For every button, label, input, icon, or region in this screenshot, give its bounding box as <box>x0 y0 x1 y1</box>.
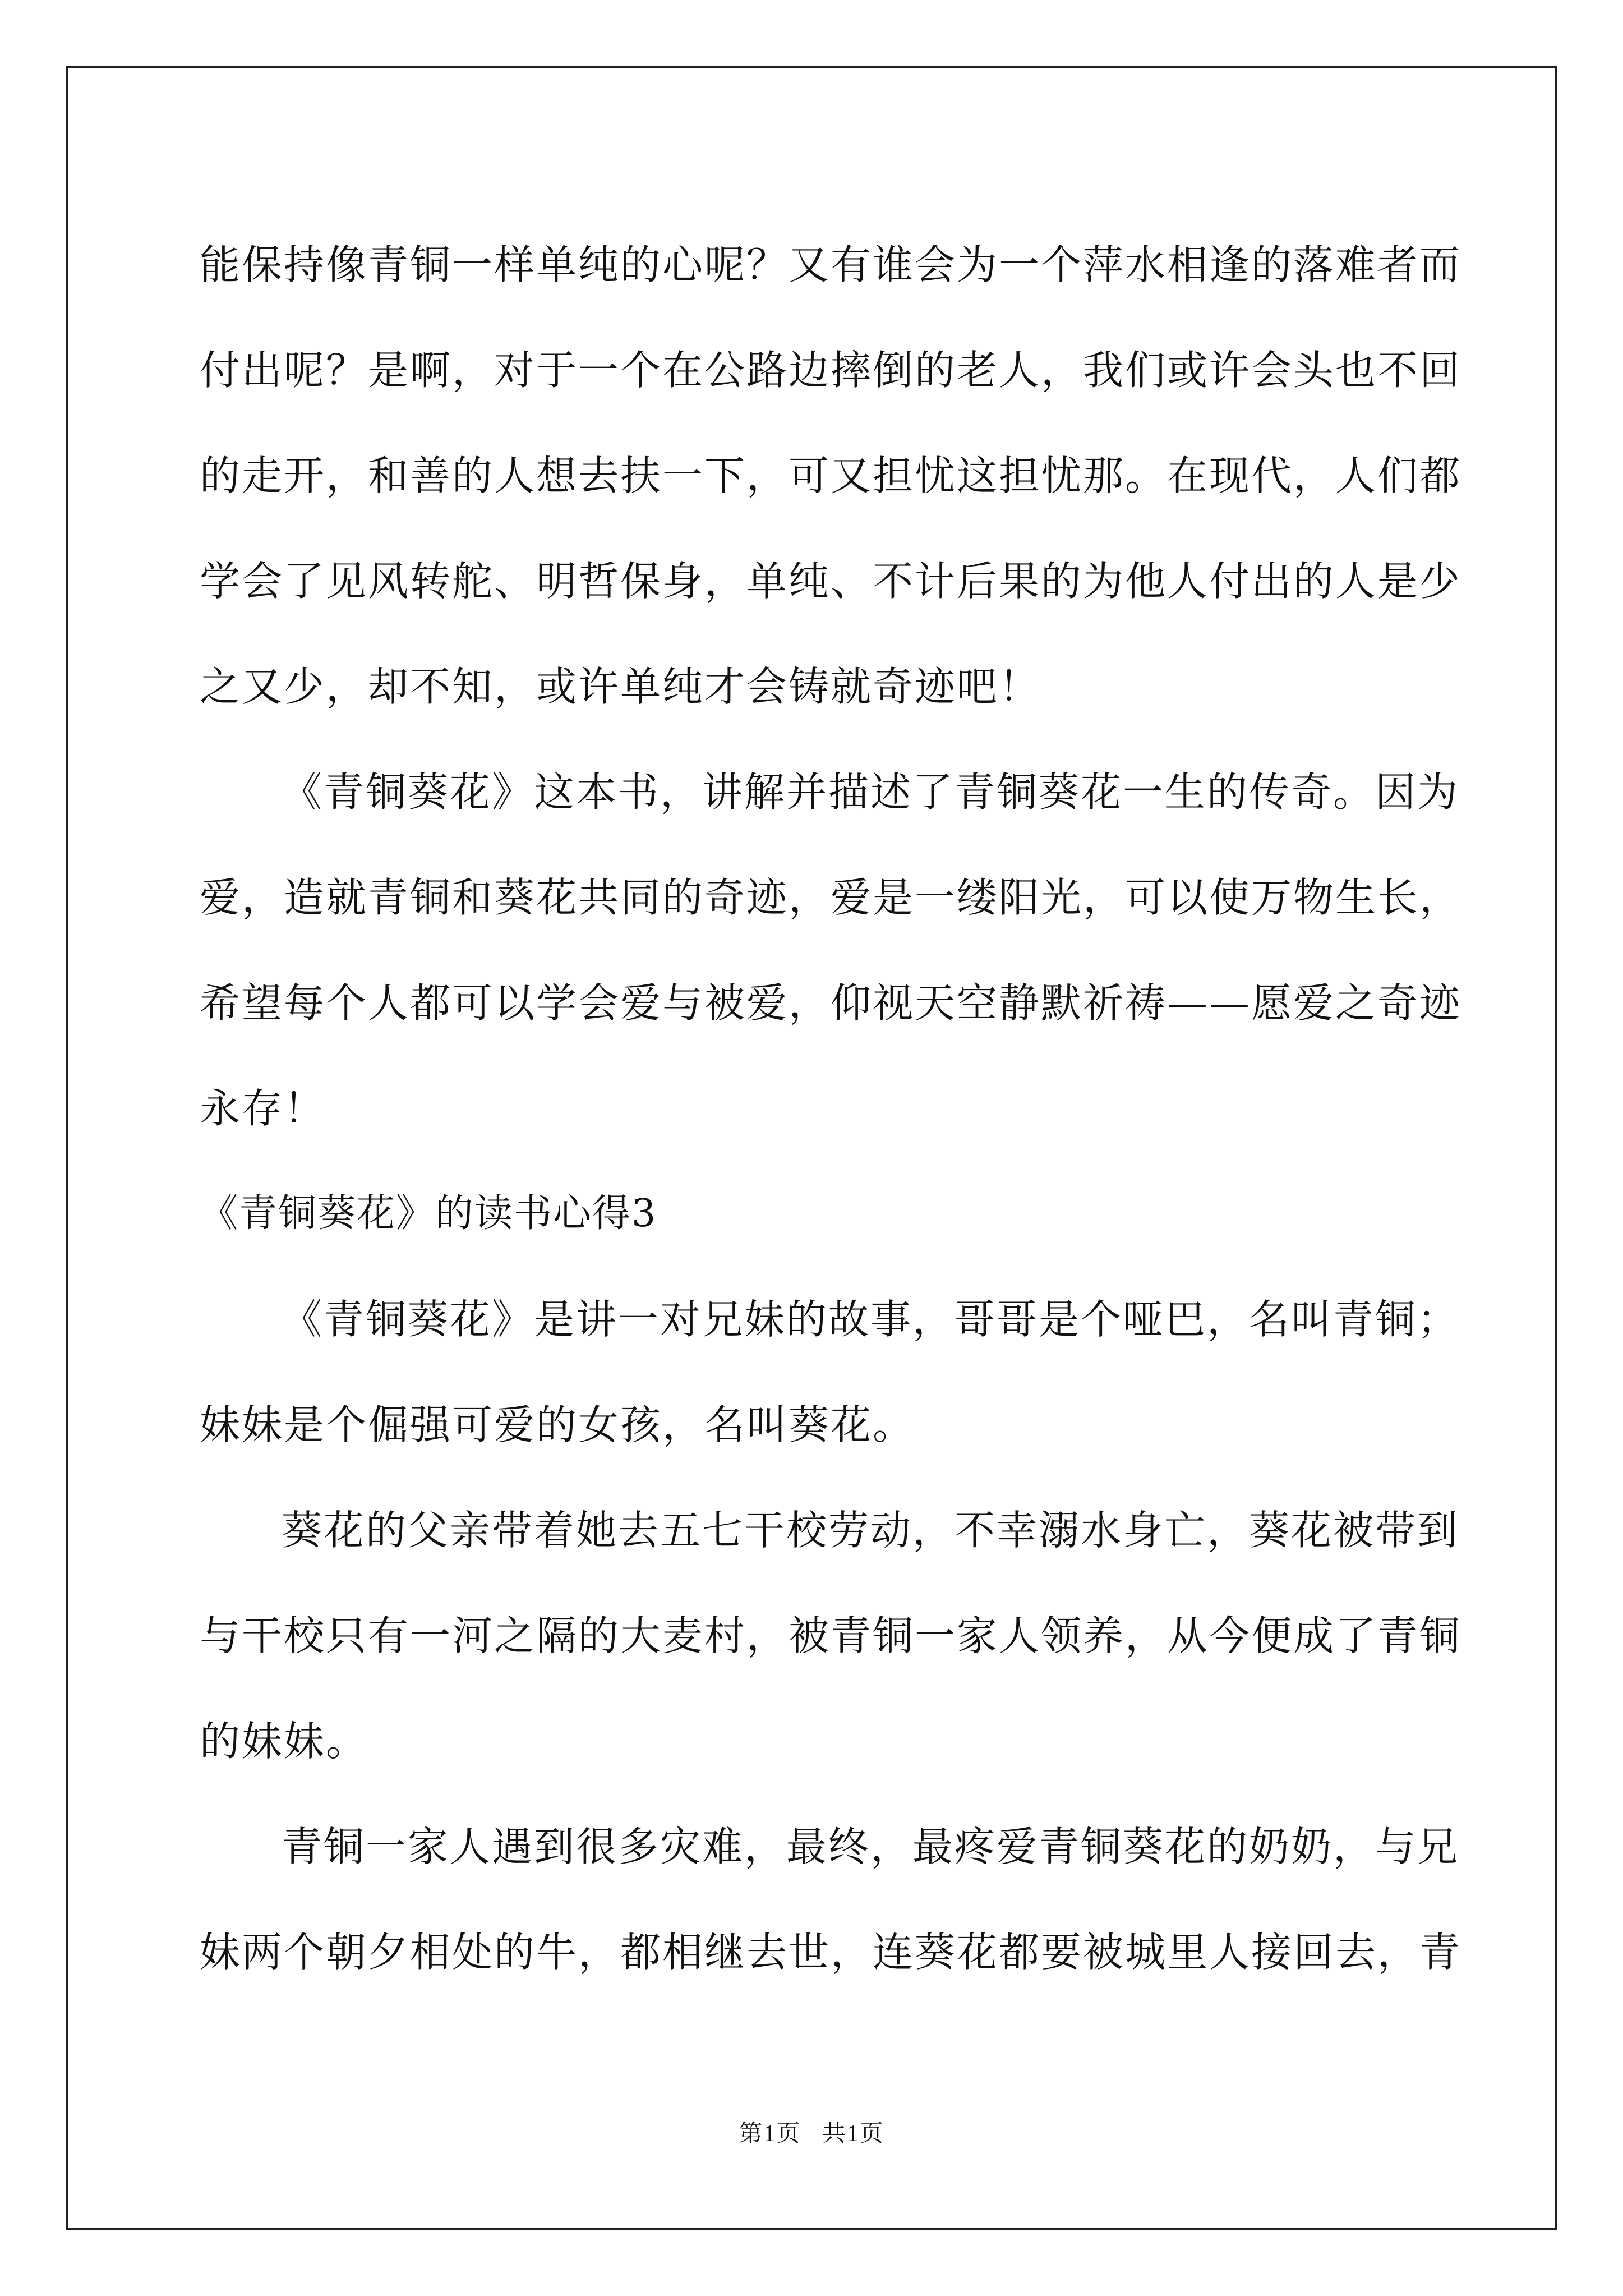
paragraph-2 <box>200 739 1462 1161</box>
paragraph-4 <box>200 1478 1462 1794</box>
text-line: 之又少，却不知，或许单纯才会铸就奇迹吧！ <box>200 663 1041 710</box>
text-line: 葵花的父亲带着她去五七干校劳动，不幸溺水身亡，葵花被带到 <box>282 1507 1460 1554</box>
text-line: 妹妹是个倔强可爱的女孩，名叫葵花。 <box>200 1401 915 1448</box>
document-body <box>200 212 1462 2005</box>
text-line: 付出呢？是啊，对于一个在公路边摔倒的老人，我们或许会头也不回 <box>200 347 1462 394</box>
paragraph-3 <box>200 1267 1460 1478</box>
text-line: 《青铜葵花》是讲一对兄妹的故事，哥哥是个哑巴，名叫青铜； <box>282 1296 1460 1343</box>
text-line: 爱，造就青铜和葵花共同的奇迹，爱是一缕阳光，可以使万物生长， <box>200 874 1462 921</box>
paragraph-1 <box>200 212 1462 739</box>
text-line: 的妹妹。 <box>200 1718 368 1765</box>
page-footer: 第1页 共1页 <box>739 2121 884 2147</box>
text-line: 学会了见风转舵、明哲保身，单纯、不计后果的为他人付出的人是少 <box>200 558 1462 605</box>
text-line: 妹两个朝夕相处的牛，都相继去世，连葵花都要被城里人接回去，青 <box>200 1929 1462 1976</box>
text-line: 永存！ <box>200 1085 326 1132</box>
paragraph-5 <box>200 1794 1462 2005</box>
text-line: 《青铜葵花》这本书，讲解并描述了青铜葵花一生的传奇。因为 <box>282 769 1460 816</box>
text-line: 的走开，和善的人想去扶一下，可又担忧这担忧那。在现代，人们都 <box>200 452 1462 499</box>
text-line: 能保持像青铜一样单纯的心呢？又有谁会为一个萍水相逢的落难者而 <box>200 241 1462 288</box>
text-line: 与干校只有一河之隔的大麦村，被青铜一家人领养，从今便成了青铜 <box>200 1612 1462 1659</box>
text-line: 青铜一家人遇到很多灾难，最终，最疼爱青铜葵花的奶奶，与兄 <box>282 1823 1460 1870</box>
section-heading: 《青铜葵花》的读书心得3 <box>200 1191 657 1236</box>
text-line: 希望每个人都可以学会爱与被爱，仰视天空静默祈祷——愿爱之奇迹 <box>200 979 1462 1027</box>
